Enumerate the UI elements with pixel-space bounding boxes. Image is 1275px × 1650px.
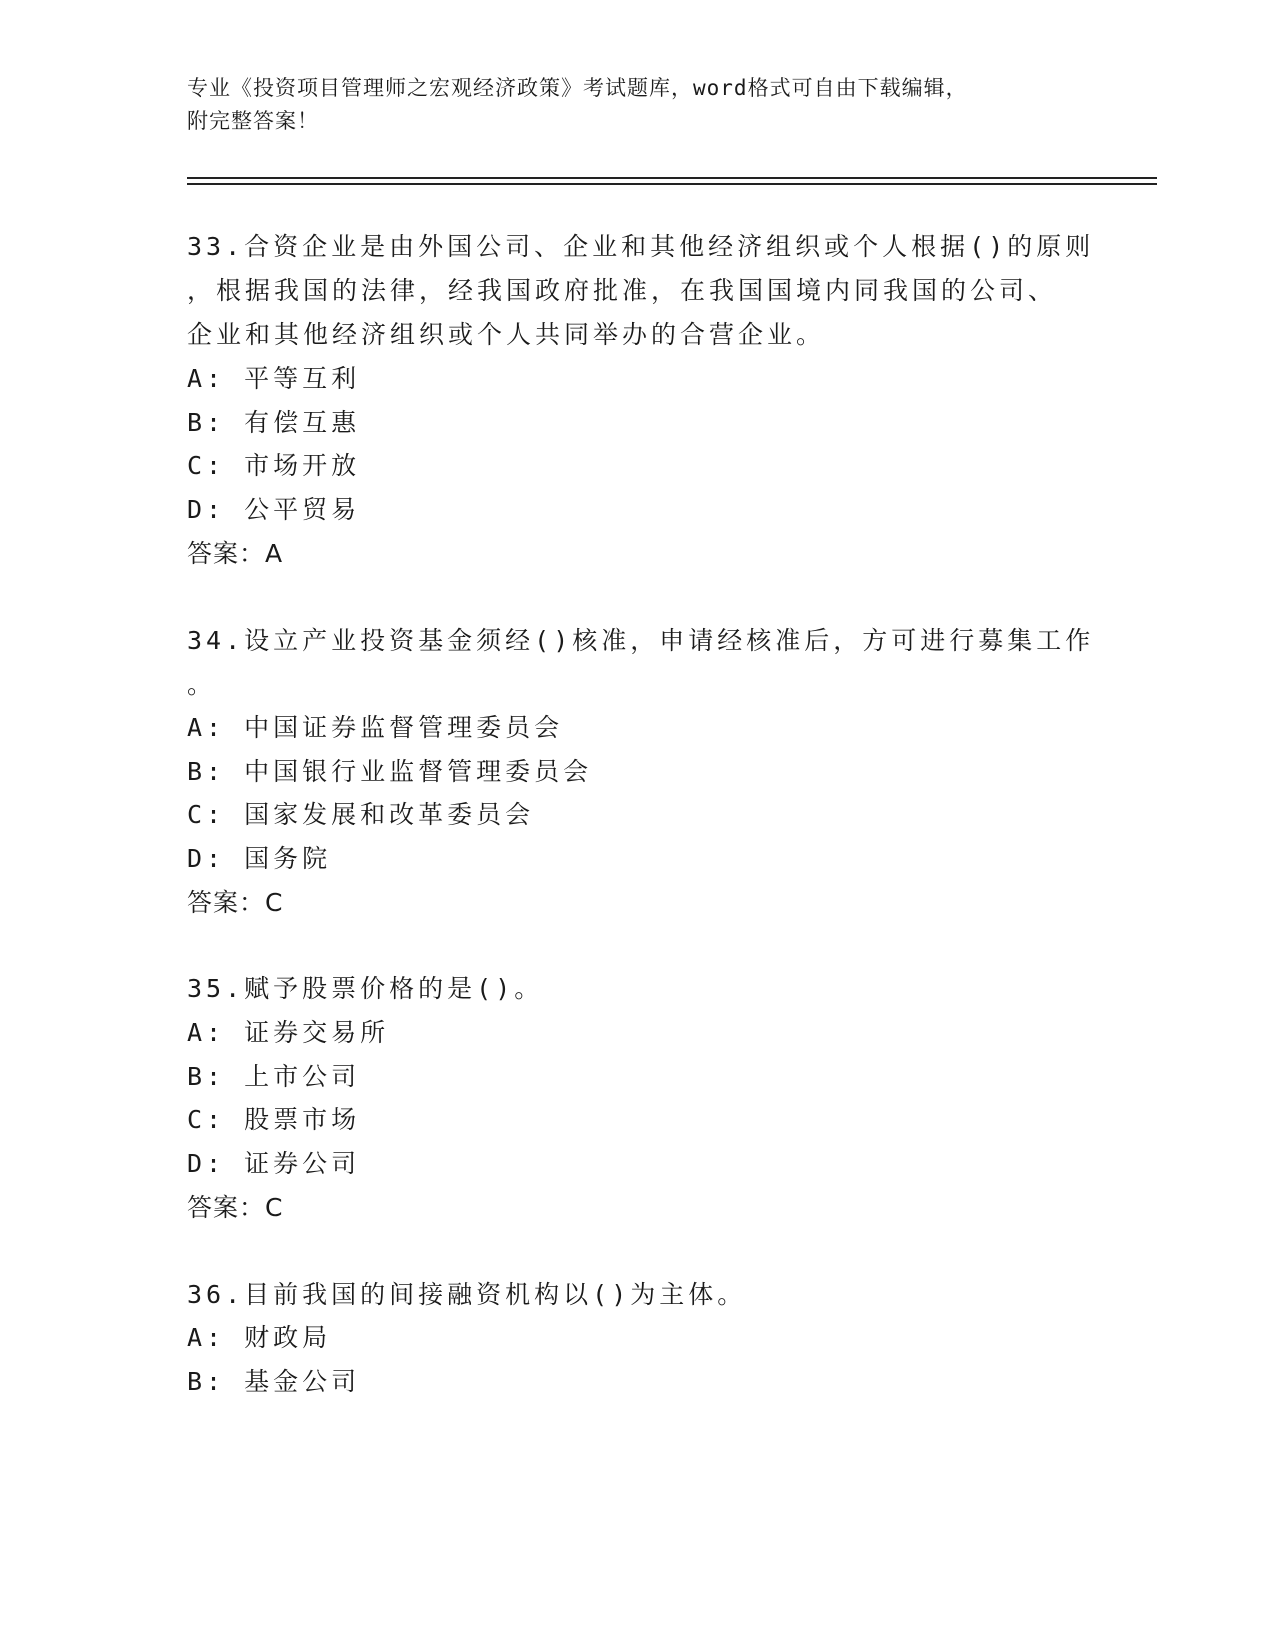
question-34-text-line-2: 。 <box>187 670 217 699</box>
question-35-answer: 答案：C <box>187 1193 284 1222</box>
question-34-text-line-1: 34.设立产业投资基金须经()核准，申请经核准后，方可进行募集工作 <box>187 626 1095 655</box>
header-divider-top <box>187 177 1157 179</box>
question-33-answer: 答案：A <box>187 539 284 568</box>
question-34-answer: 答案：C <box>187 888 284 917</box>
question-33-option-b: B: 有偿互惠 <box>187 408 361 437</box>
question-34-option-a: A: 中国证券监督管理委员会 <box>187 713 564 742</box>
question-33-option-c: C: 市场开放 <box>187 451 361 480</box>
question-35-option-c: C: 股票市场 <box>187 1105 361 1134</box>
question-34-option-c: C: 国家发展和改革委员会 <box>187 800 535 829</box>
question-35-text-line-1: 35.赋予股票价格的是()。 <box>187 974 544 1003</box>
document-header <box>187 72 1067 138</box>
question-35-option-d: D: 证券公司 <box>187 1149 361 1178</box>
question-36-option-a: A: 财政局 <box>187 1323 332 1352</box>
question-34-option-b: B: 中国银行业监督管理委员会 <box>187 757 593 786</box>
question-35-option-a: A: 证券交易所 <box>187 1018 390 1047</box>
question-33-text-line-2: ，根据我国的法律，经我国政府批准，在我国国境内同我国的公司、 <box>187 276 1058 305</box>
header-line-1: 专业《投资项目管理师之宏观经济政策》考试题库，word格式可自由下载编辑， <box>187 76 968 100</box>
question-36-text-line-1: 36.目前我国的间接融资机构以()为主体。 <box>187 1280 747 1309</box>
question-34-option-d: D: 国务院 <box>187 844 332 873</box>
question-33-text-line-1: 33.合资企业是由外国公司、企业和其他经济组织或个人根据()的原则 <box>187 232 1095 261</box>
question-33-option-d: D: 公平贸易 <box>187 495 361 524</box>
header-line-2: 附完整答案！ <box>187 109 319 133</box>
header-divider-bottom <box>187 183 1157 185</box>
question-35-option-b: B: 上市公司 <box>187 1062 361 1091</box>
question-33-option-a: A: 平等互利 <box>187 364 361 393</box>
question-33-text-line-3: 企业和其他经济组织或个人共同举办的合营企业。 <box>187 320 826 349</box>
question-36-option-b: B: 基金公司 <box>187 1367 361 1396</box>
